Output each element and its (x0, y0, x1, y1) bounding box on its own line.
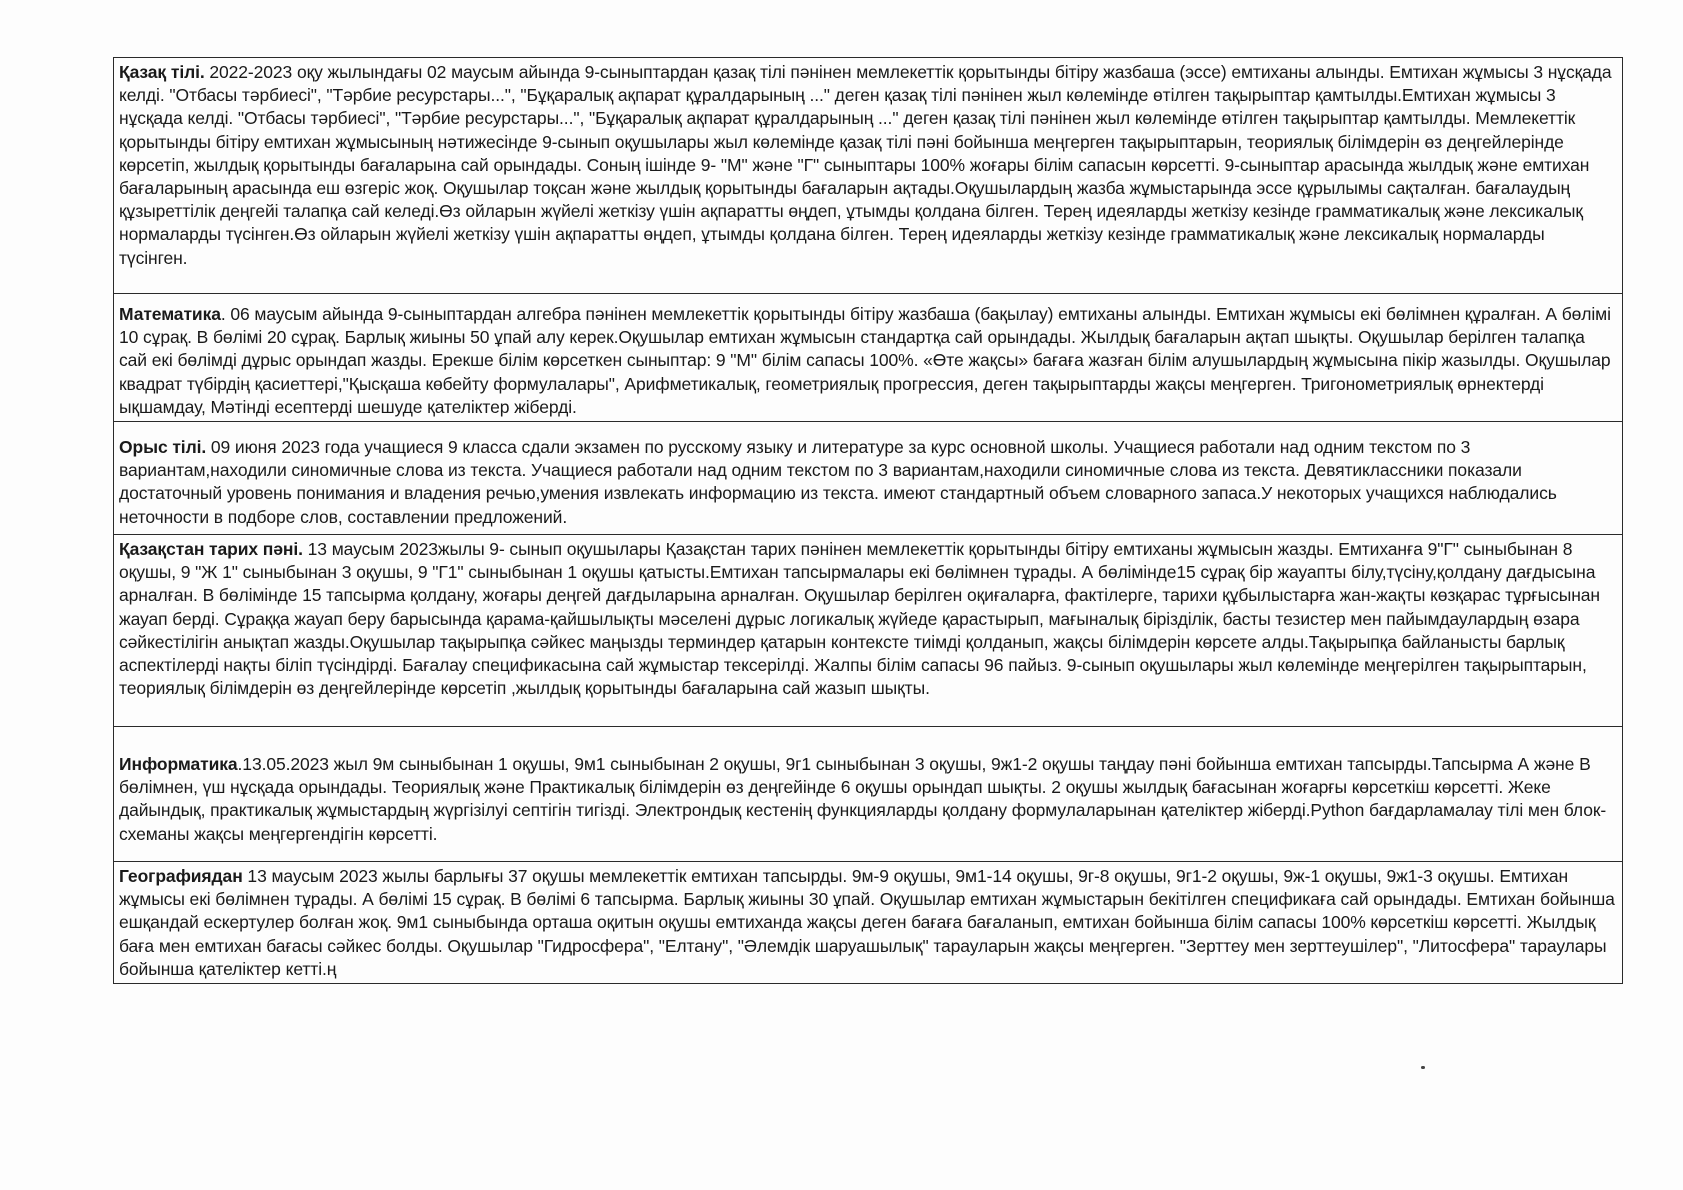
table-row (114, 727, 1623, 862)
subject-heading: Информатика (119, 754, 238, 775)
report-cell-mathematics (114, 294, 1623, 422)
report-cell-informatics (114, 727, 1623, 862)
report-cell-kazakh-language (114, 58, 1623, 294)
exam-report-table (113, 57, 1623, 984)
report-text: .13.05.2023 жыл 9м сыныбынан 1 оқушы, 9м1 сыныбынан 2 оқушы, 9г1 сыныбынан 3 оқушы, 9ж1-2 оқушы таңдау пәні бойынша емтихан тапсырды.Тапсырма А және В бөлімнен, үш нұсқада орындады. Теориялық және Практикалық білімдерін өз деңгейінде 6 оқушы орындап шықты. 2 оқушы жылдық бағасынан жоғарғы көрсеткіш көрсетті. Жеке дайындық, практикалық жұмыстардың жүргізілуі септігін тигізді. Электрондық кестенің функцияларды қолдану формулаларынан қателіктер жіберді.Python бағдарламалау тілі мен блок- схеманы жақсы меңгергендігін көрсетті. (119, 754, 1607, 844)
report-text: 13 маусым 2023 жылы барлығы 37 оқушы мемлекеттік емтихан тапсырды. 9м-9 оқушы, 9м1-14 оқушы, 9г-8 оқушы, 9г1-2 оқушы, 9ж-1 оқушы, 9ж1-3 оқушы. Емтихан жұмысы екі бөлімнен тұрады. А бөлімі 15 сұрақ. В бөлімі 6 тапсырма. Барлық жиыны 30 ұпай. Оқушылар емтихан жұмыстарын бекітілген спецификаға сай орындады. Емтихан бойынша ешқандай ескертулер болған жоқ. 9м1 сыныбында орташа оқитын оқушы емтиханда жақсы деген бағаға бағаланып, емтихан бойынша білім сапасы 100% көрсеткіш көрсетті. Жылдық баға мен емтихан бағасы сәйкес болды. Оқушылар "Гидросфера", "Елтану", "Әлемдік шаруашылық" тарауларын жақсы меңгерген. "Зерттеу мен зерттеушілер", "Литосфера" тараулары бойынша қателіктер кетті.ң (119, 866, 1615, 979)
scan-speck (1421, 1066, 1425, 1069)
table-row (114, 58, 1623, 294)
report-cell-kazakhstan-history (114, 535, 1623, 727)
subject-heading: Географиядан (119, 866, 243, 887)
report-text: 09 июня 2023 года учащиеся 9 класса сдали экзамен по русскому языку и литературе за курс основной школы. Учащиеся работали над одним текстом по 3 вариантам,находили синомичные слова из текста. Учащиеся работали над одним текстом по 3 вариантам,находили синомичные слова из текста. Девятиклассники показали достаточный уровень понимания и владения речью,умения извлекать информацию из текста. имеют стандартный объем словарного запаса.У некоторых учащихся наблюдались неточности в подборе слов, составлении предложений. (119, 437, 1557, 527)
subject-heading: Қазақстан тарих пәні. (119, 539, 303, 560)
table-row (114, 862, 1623, 984)
subject-heading: Орыс тілі. (119, 437, 207, 458)
report-text: . 06 маусым айында 9-сыныптардан алгебра пәнінен мемлекеттік қорытынды бітіру жазбаша (бақылау) емтиханы алынды. Емтихан жұмысы екі бөлімнен құралған. А бөлімі 10 сұрақ. В бөлімі 20 сұрақ. Барлық жиыны 50 ұпай алу керек.Оқушылар емтихан жұмысын стандартқа сай орындады. Жылдық бағаларын ақтап шықты. Оқушылар берілген талапқа сай екі бөлімді дұрыс орындап жазды. Ерекше білім көрсеткен сыныптар: 9 "М" білім сапасы 100%. «Өте жақсы» бағаға жазған білім алушылардың жұмысына пікір жазылды. Оқушылар квадрат түбірдің қасиеттері,"Қысқаша көбейту формулалары", Арифметикалық, геометриялық прогрессия, деген тақырыптарды жақсы меңгерген. Тригонометриялық өрнектерді ықшамдау, Мәтінді есептерді шешуде қателіктер жіберді. (119, 304, 1611, 417)
table-row (114, 535, 1623, 727)
subject-heading: Математика (119, 304, 221, 324)
report-text: 2022-2023 оқу жылындағы 02 маусым айында 9-сыныптардан қазақ тілі пәнінен мемлекеттік қорытынды бітіру жазбаша (эссе) емтиханы алынды. Емтихан жұмысы 3 нұсқада келді. "Отбасы тәрбиесі", "Тәрбие ресурстары...", "Бұқаралық ақпарат құралдарының ..." деген қазақ тілі пәнінен жыл көлемінде өтілген тақырыптар қамтылды.Емтихан жұмысы 3 нұсқада келді. "Отбасы тәрбиесі", "Тәрбие ресурстары...", "Бұқаралық ақпарат құралдарының ..." деген қазақ тілі пәнінен жыл көлемінде өтілген тақырыптар қамтылды. Мемлекеттік қорытынды бітіру емтихан жұмысының нәтижесінде 9-сынып оқушылары жыл көлемінде қазақ тілі пәні бойынша меңгерген тақырыптарын, теориялық білімдерін өз деңгейлерінде көрсетіп, жылдық қорытынды бағаларына сай орындады. Соның ішінде 9- "М" және "Г" сыныптары 100% жоғары білім сапасын көрсетті. 9-сыныптар арасында жылдық және емтихан бағаларының арасында еш өзгеріс жоқ. Оқушылар тоқсан және жылдық қорытынды бағаларын ақтады.Оқушылардың жазба жұмыстарында эссе құрылымы сақталған. бағалаудың құзыреттілік деңгейі талапқа сай келеді.Өз ойларын жүйелі жеткізу үшін ақпаратты өңдеп, ұтымды қолдана білген. Терең идеяларды жеткізу кезінде грамматикалық және лексикалық нормаларды түсінген.Өз ойларын жүйелі жеткізу үшін ақпаратты өңдеп, ұтымды қолдана білген. Терең идеяларды жеткізу кезінде грамматикалық және лексикалық нормаларды түсінген. (119, 62, 1612, 268)
subject-heading: Қазақ тілі. (119, 62, 205, 82)
report-cell-russian-language (114, 422, 1623, 535)
table-row (114, 294, 1623, 422)
report-cell-geography (114, 862, 1623, 984)
report-text: 13 маусым 2023жылы 9- сынып оқушылары Қазақстан тарих пәнінен мемлекеттік қорытынды бітіру емтиханы жұмысын жазды. Емтиханға 9"Г" сыныбынан 8 оқушы, 9 "Ж 1" сыныбынан 3 оқушы, 9 "Г1" сыныбынан 1 оқушы қатысты.Емтихан тапсырмалары екі бөлімнен тұрады. А бөлімінде15 сұрақ бір жауапты білу,түсіну,қолдану дағдысына арналған. В бөлімінде 15 тапсырма қолдану, жоғары деңгей дағдыларына арналған. Оқушылар берілген оқиғаларға, фактілерге, тарихи құбылыстарға жан-жақты көзқарас тұрғысынан жауап берді. Сұраққа жауап беру барысында қарама-қайшылықты мәселені дұрыс логикалық жүйеде қарастырып, мағыналық біріздiлiк, басты тезистер мен пайымдаулардың өзара сәйкестілігін анықтап жазды.Оқушылар тақырыпқа сәйкес маңызды терминдер қатарын контексте тиімді қолданып, жақсы білімдерін көрсете алды.Тақырыпқа байланысты барлық аспектілерді нақты біліп түсіндірді. Бағалау спецификасына сай жұмыстар тексерілді. Жалпы білім сапасы 96 пайыз. 9-сынып оқушылары жыл көлемінде меңгерілген тақырыптарын, теориялық білімдерін өз деңгейлерінде көрсетіп ,жылдық қорытынды бағаларына сай жазып шықты. (119, 539, 1600, 699)
table-row (114, 422, 1623, 535)
